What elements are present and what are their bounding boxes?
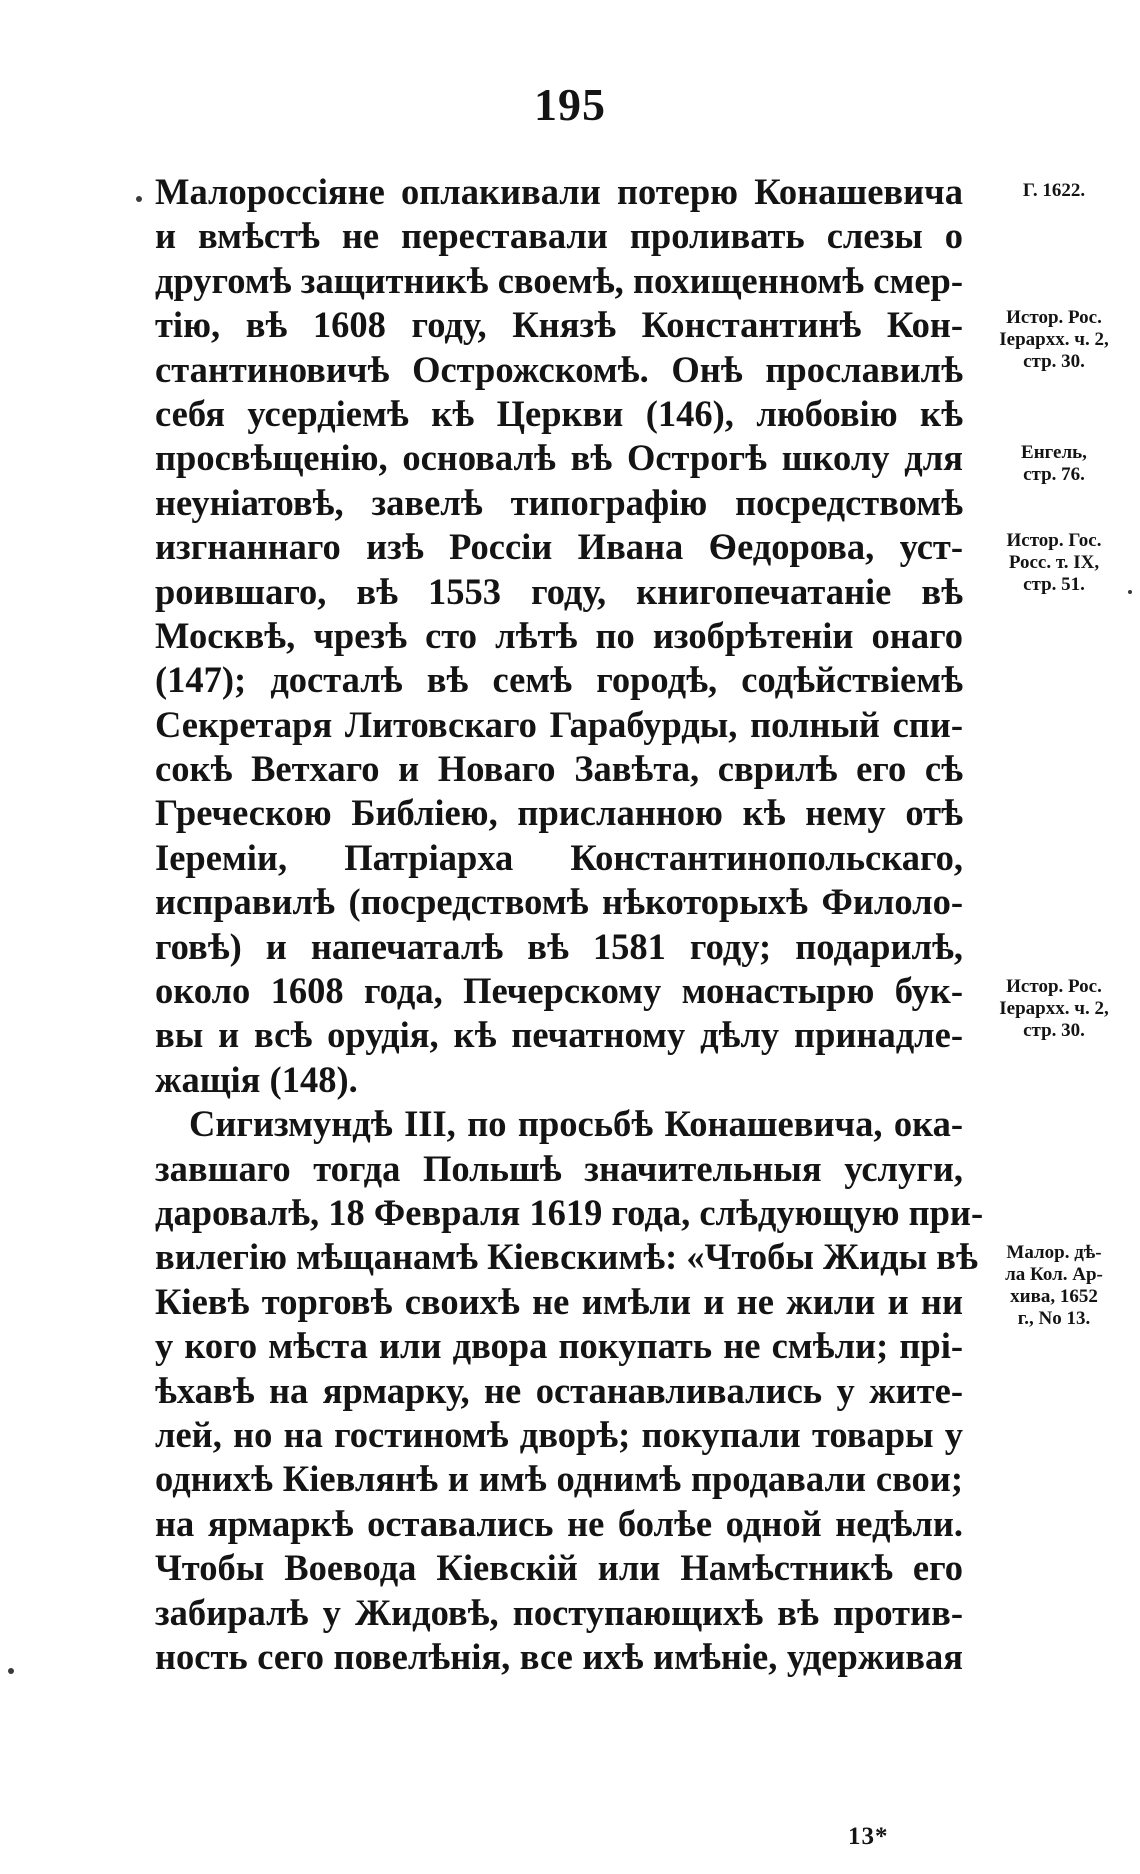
marginal-note-line: Іерархх. ч. 2, bbox=[999, 329, 1109, 350]
scan-speck bbox=[136, 196, 142, 202]
text-line: изгнаннаго изѣ Россіи Ивана Ѳедорова, уст- bbox=[155, 526, 963, 568]
text-line: Іереміи, Патріарха Константинопольскаго, bbox=[155, 836, 963, 878]
text-line: роившаго, вѣ 1553 году, книгопечатаніе вѣ bbox=[155, 570, 963, 612]
marginal-note-year bbox=[978, 180, 1130, 202]
text-line: около 1608 года, Печерскому монастырю бук- bbox=[155, 970, 963, 1012]
marginal-note-source bbox=[978, 530, 1130, 596]
marginal-note-line: г., No 13. bbox=[1017, 1308, 1091, 1329]
marginal-note-line: стр. 51. bbox=[1023, 574, 1085, 595]
text-line: сокѣ Ветхаго и Новаго Завѣта, сврилѣ его сѣ bbox=[155, 748, 963, 790]
text-line: себя усердіемѣ кѣ Церкви (146), любовію кѣ bbox=[155, 392, 963, 434]
text-line: забиралѣ у Жидовѣ, поступающихѣ вѣ против- bbox=[155, 1591, 963, 1633]
marginal-note-source bbox=[978, 442, 1130, 486]
text-line: Секретаря Литовскаго Гарабурды, полный спи- bbox=[155, 703, 963, 745]
text-line: другомѣ защитникѣ своемѣ, похищенномѣ смер- bbox=[155, 259, 963, 301]
marginal-note-line: стр. 30. bbox=[1023, 351, 1085, 372]
text-line: говѣ) и напечаталѣ вѣ 1581 году; подарилѣ, bbox=[155, 925, 963, 967]
text-line: ность сего повелѣнія, все ихѣ имѣніе, удерживая bbox=[155, 1635, 963, 1677]
text-line: Малороссіяне оплакивали потерю Конашевича bbox=[155, 171, 963, 212]
text-line: Сигизмундѣ III, по просьбѣ Конашевича, ока- bbox=[189, 1103, 963, 1145]
marginal-note-line: стр. 30. bbox=[1023, 1020, 1085, 1041]
text-line: завшаго тогда Польшѣ значительныя услуги, bbox=[155, 1147, 963, 1189]
text-line: Греческою Библіею, присланною кѣ нему отѣ bbox=[155, 792, 963, 834]
text-line: исправилѣ (посредствомѣ нѣкоторыхѣ Филоло- bbox=[155, 881, 963, 923]
text-line: лей, но на гостиномѣ дворѣ; покупали товары у bbox=[155, 1413, 963, 1455]
text-line: тію, вѣ 1608 году, Князѣ Константинѣ Кон- bbox=[155, 304, 963, 346]
text-line: Чтобы Воевода Кіевскій или Намѣстникѣ его bbox=[155, 1547, 963, 1589]
marginal-note-source bbox=[978, 976, 1130, 1042]
marginal-note-line: Малор. дѣ- bbox=[1006, 1242, 1102, 1263]
marginal-note-line: Енгель, bbox=[1021, 442, 1087, 463]
marginal-note-line: Росс. т. IX, bbox=[1008, 552, 1100, 573]
marginal-note-source bbox=[978, 1242, 1130, 1330]
text-line: вы и всѣ орудія, кѣ печатному дѣлу принадле- bbox=[155, 1014, 963, 1056]
marginal-note-line: Истор. Гос. bbox=[1006, 530, 1102, 551]
text-line: (147); досталѣ вѣ семѣ городѣ, содѣйствіемѣ bbox=[155, 659, 963, 701]
text-line: у кого мѣста или двора покупать не смѣли; прі- bbox=[155, 1325, 963, 1367]
marginal-note-line: стр. 76. bbox=[1023, 464, 1085, 485]
text-line: просвѣщенію, основалѣ вѣ Острогѣ школу для bbox=[155, 437, 963, 479]
marginal-note-line: Г. 1622. bbox=[1022, 180, 1086, 201]
text-line: стантиновичѣ Острожскомѣ. Онѣ прославилѣ bbox=[155, 348, 963, 390]
scan-speck bbox=[1128, 590, 1132, 594]
main-text bbox=[155, 170, 984, 1679]
text-line: ѣхавѣ на ярмарку, не останавливались у жите- bbox=[155, 1369, 963, 1411]
text-line: вилегію мѣщанамѣ Кіевскимѣ: «Чтобы Жиды вѣ bbox=[155, 1236, 978, 1278]
scan-speck bbox=[8, 1668, 14, 1674]
signature-mark: 13* bbox=[848, 1823, 889, 1850]
marginal-note-line: Истор. Рос. bbox=[1006, 976, 1102, 997]
marginal-note-source bbox=[978, 307, 1130, 373]
marginal-note-line: хива, 1652 bbox=[1010, 1286, 1098, 1307]
text-line: и вмѣстѣ не переставали проливать слезы о bbox=[155, 215, 963, 257]
page-number: 195 bbox=[534, 79, 606, 130]
text-line: однихѣ Кіевлянѣ и имѣ однимѣ продавали свои; bbox=[155, 1458, 963, 1500]
text-line: на ярмаркѣ оставались не болѣе одной недѣли. bbox=[155, 1502, 963, 1544]
text-line: жащія (148). bbox=[155, 1058, 358, 1100]
text-line: неуніатовѣ, завелѣ типографію посредствомѣ bbox=[155, 481, 963, 523]
marginal-note-line: Истор. Рос. bbox=[1006, 307, 1102, 328]
text-line: Кіевѣ торговѣ своихѣ не имѣли и не жили и ни bbox=[155, 1280, 963, 1322]
text-line: даровалѣ, 18 Февраля 1619 года, слѣдующую при- bbox=[155, 1191, 984, 1233]
marginal-note-line: Іерархх. ч. 2, bbox=[999, 998, 1109, 1019]
text-line: Москвѣ, чрезѣ сто лѣтѣ по изобрѣтеніи онаго bbox=[155, 614, 963, 656]
marginal-note-line: ла Кол. Ар- bbox=[1005, 1264, 1103, 1285]
